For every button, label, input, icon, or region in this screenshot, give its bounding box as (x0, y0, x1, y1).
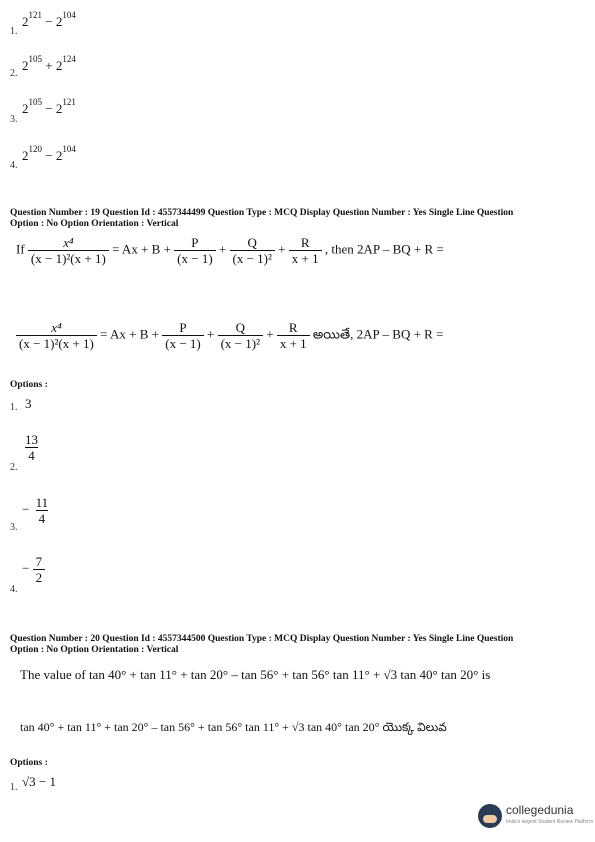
fraction-main: $\frac{\text{x⁴}}{\text{(x − 1)²(x + 1)}}$ (16, 320, 97, 351)
question-header-line: Option : No Option Orientation : Vertical (10, 219, 179, 229)
question-header-line: Option : No Option Orientation : Vertical (10, 645, 179, 655)
equation-suffix: , then 2AP – BQ + R = (324, 241, 444, 257)
question-text-telugu: tan 40° + tan 11° + tan 20° – tan 56° + tan 56° tan 11° + √3 tan 40° tan 20° యొక్క విలువ (20, 720, 447, 734)
option-number: 1. (10, 26, 18, 37)
option-number: 2. (10, 462, 18, 473)
question-header-line: Question Number : 20 Question Id : 4557344500 Question Type : MCQ Display Question Number : Yes Single Line Question (10, 634, 514, 644)
fraction-main: $\frac{\text{x⁴}}{\text{(x − 1)²(x + 1)}}$ (28, 235, 109, 266)
equation-prefix: If (16, 241, 25, 257)
option-fraction: − $\frac{11}{4}$ (22, 495, 49, 526)
option-value: √3 − 1 (22, 774, 56, 789)
option-value: 3 (25, 396, 32, 411)
brand-tagline: India's largest Student Review Platform (506, 819, 594, 825)
option-number: 3. (10, 522, 18, 533)
fraction-p: $\frac{P}{(x - 1)}$ (174, 235, 216, 266)
fraction-r: $\frac{R}{x + 1}$ (277, 320, 310, 351)
option-number: 2. (10, 68, 18, 79)
equation-suffix-telugu: అయితే, 2AP – BQ + R = (312, 326, 444, 342)
brand-logo (478, 804, 593, 828)
option-expression: $2^{120} - 2^{104}$ (22, 144, 76, 163)
fraction-q: $\frac{Q}{\text{(x − 1)²}}$ (230, 235, 275, 266)
fraction-q: $\frac{Q}{\text{(x − 1)²}}$ (218, 320, 263, 351)
option-fraction: − $\frac{7}{2}$ (22, 554, 45, 585)
question-equation-english: If $\frac{\text{x⁴}}{\text{(x − 1)²(x + 1)}}$ = Ax + B + $\frac{P}{(x - 1)}$ + $\frac{Q}{\text{(x − 1)²}}$ + $\frac{R}{x + 1}$ , then 2AP – BQ + R = (16, 235, 444, 266)
option-expression: $2^{105} + 2^{124}$ (22, 54, 76, 73)
option-number: 1. (10, 782, 18, 793)
brand-name: collegedunia India's largest Student Review Platform (506, 804, 593, 828)
question-header-line: Question Number : 19 Question Id : 4557344499 Question Type : MCQ Display Question Number : Yes Single Line Question (10, 208, 514, 218)
question-equation-telugu: $\frac{\text{x⁴}}{\text{(x − 1)²(x + 1)}}$ = Ax + B + $\frac{P}{(x - 1)}$ + $\frac{Q}{\text{(x − 1)²}}$ + $\frac{R}{x + 1}$ అయితే, 2AP – BQ + R = (16, 320, 443, 351)
fraction-r: $\frac{R}{x + 1}$ (289, 235, 322, 266)
fraction-p: $\frac{P}{(x - 1)}$ (162, 320, 204, 351)
option-expression: $2^{105} - 2^{121}$ (22, 97, 76, 116)
question-header (10, 634, 513, 656)
option-fraction: $\frac{13}{4}$ (25, 432, 38, 463)
option-expression: $2^{121} - 2^{104}$ (22, 10, 76, 29)
option-number: 4. (10, 584, 18, 595)
options-label: Options : (10, 380, 48, 390)
question-text-english: The value of tan 40° + tan 11° + tan 20° – tan 56° + tan 56° tan 11° + √3 tan 40° tan 20° is (20, 667, 491, 682)
option-number: 3. (10, 114, 18, 125)
question-header (10, 208, 513, 230)
mascot-icon (478, 804, 502, 828)
option-number: 1. (10, 402, 18, 413)
options-label: Options : (10, 758, 48, 768)
option-number: 4. (10, 160, 18, 171)
